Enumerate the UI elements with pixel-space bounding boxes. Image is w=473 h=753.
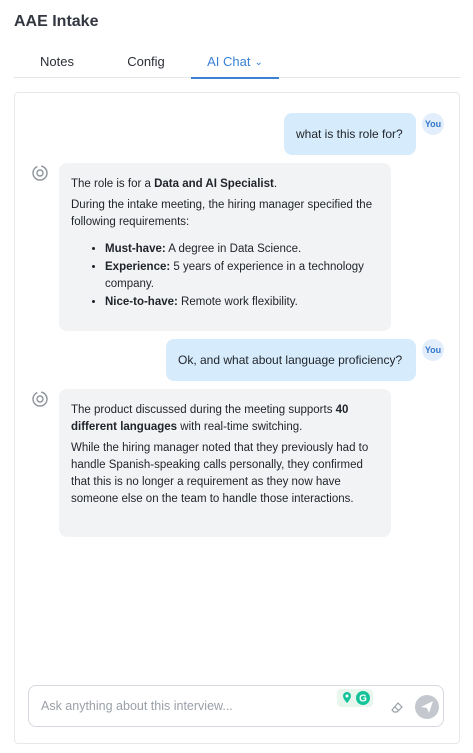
eraser-icon[interactable] [389,699,405,715]
grammarly-icon [337,689,373,707]
bullet-label: Must-have: [105,243,166,255]
bullet-label: Nice-to-have: [105,296,178,308]
intro-text: The product discussed during the meeting supports [71,404,336,416]
chat-input-box [28,685,444,727]
user-message-text: what is this role for? [296,127,403,141]
you-avatar [422,339,444,361]
assistant-message [59,163,391,331]
you-avatar [422,113,444,135]
intro-suffix: . [273,178,278,190]
assistant-paragraph: During the intake meeting, the hiring manager specified the following requirements: [71,199,373,228]
ai-assistant-icon [31,390,49,408]
requirements-list [105,241,379,311]
bullet-label: Experience: [105,261,171,273]
bullet-text: Remote work flexibility. [177,296,298,308]
user-message [166,339,416,381]
tab-ai-chat[interactable] [191,48,279,78]
list-item [105,259,379,293]
you-label: You [424,345,442,355]
send-icon[interactable] [415,695,439,719]
you-label: You [424,119,442,129]
role-name: Data and AI Specialist [154,178,274,190]
user-message-text: Ok, and what about language proficiency? [178,353,403,367]
assistant-intro [71,402,379,436]
tab-ai-chat-label: AI Chat [207,54,251,69]
assistant-message [59,389,391,537]
list-item [105,294,379,311]
svg-text:G: G [359,693,367,705]
tab-config[interactable]: Config [127,54,165,69]
chat-input[interactable] [41,696,341,716]
ai-assistant-icon [31,164,49,182]
intro-suffix: with real-time switching. [177,421,303,433]
chevron-down-icon: ⌄ [254,57,263,68]
bullet-text: A degree in Data Science. [165,243,302,255]
page-title: AAE Intake [14,13,99,30]
chat-panel [14,92,460,744]
grammarly-badge[interactable] [337,689,373,707]
intro-text: The role is for a [71,178,155,190]
user-message [284,113,416,155]
tab-notes[interactable]: Notes [40,54,74,69]
list-item [105,241,379,258]
languages-count: 40 different languages [71,404,349,433]
assistant-intro [71,176,379,193]
tab-bar [14,48,460,78]
assistant-paragraph: While the hiring manager noted that they previously had to handle Spanish-speaking calls personally, they confirmed that this is no longer a requirement as they now have someone else on the team to handle those interactions. [71,442,369,505]
bullet-text: 5 years of experience in a technology company. [105,261,364,290]
